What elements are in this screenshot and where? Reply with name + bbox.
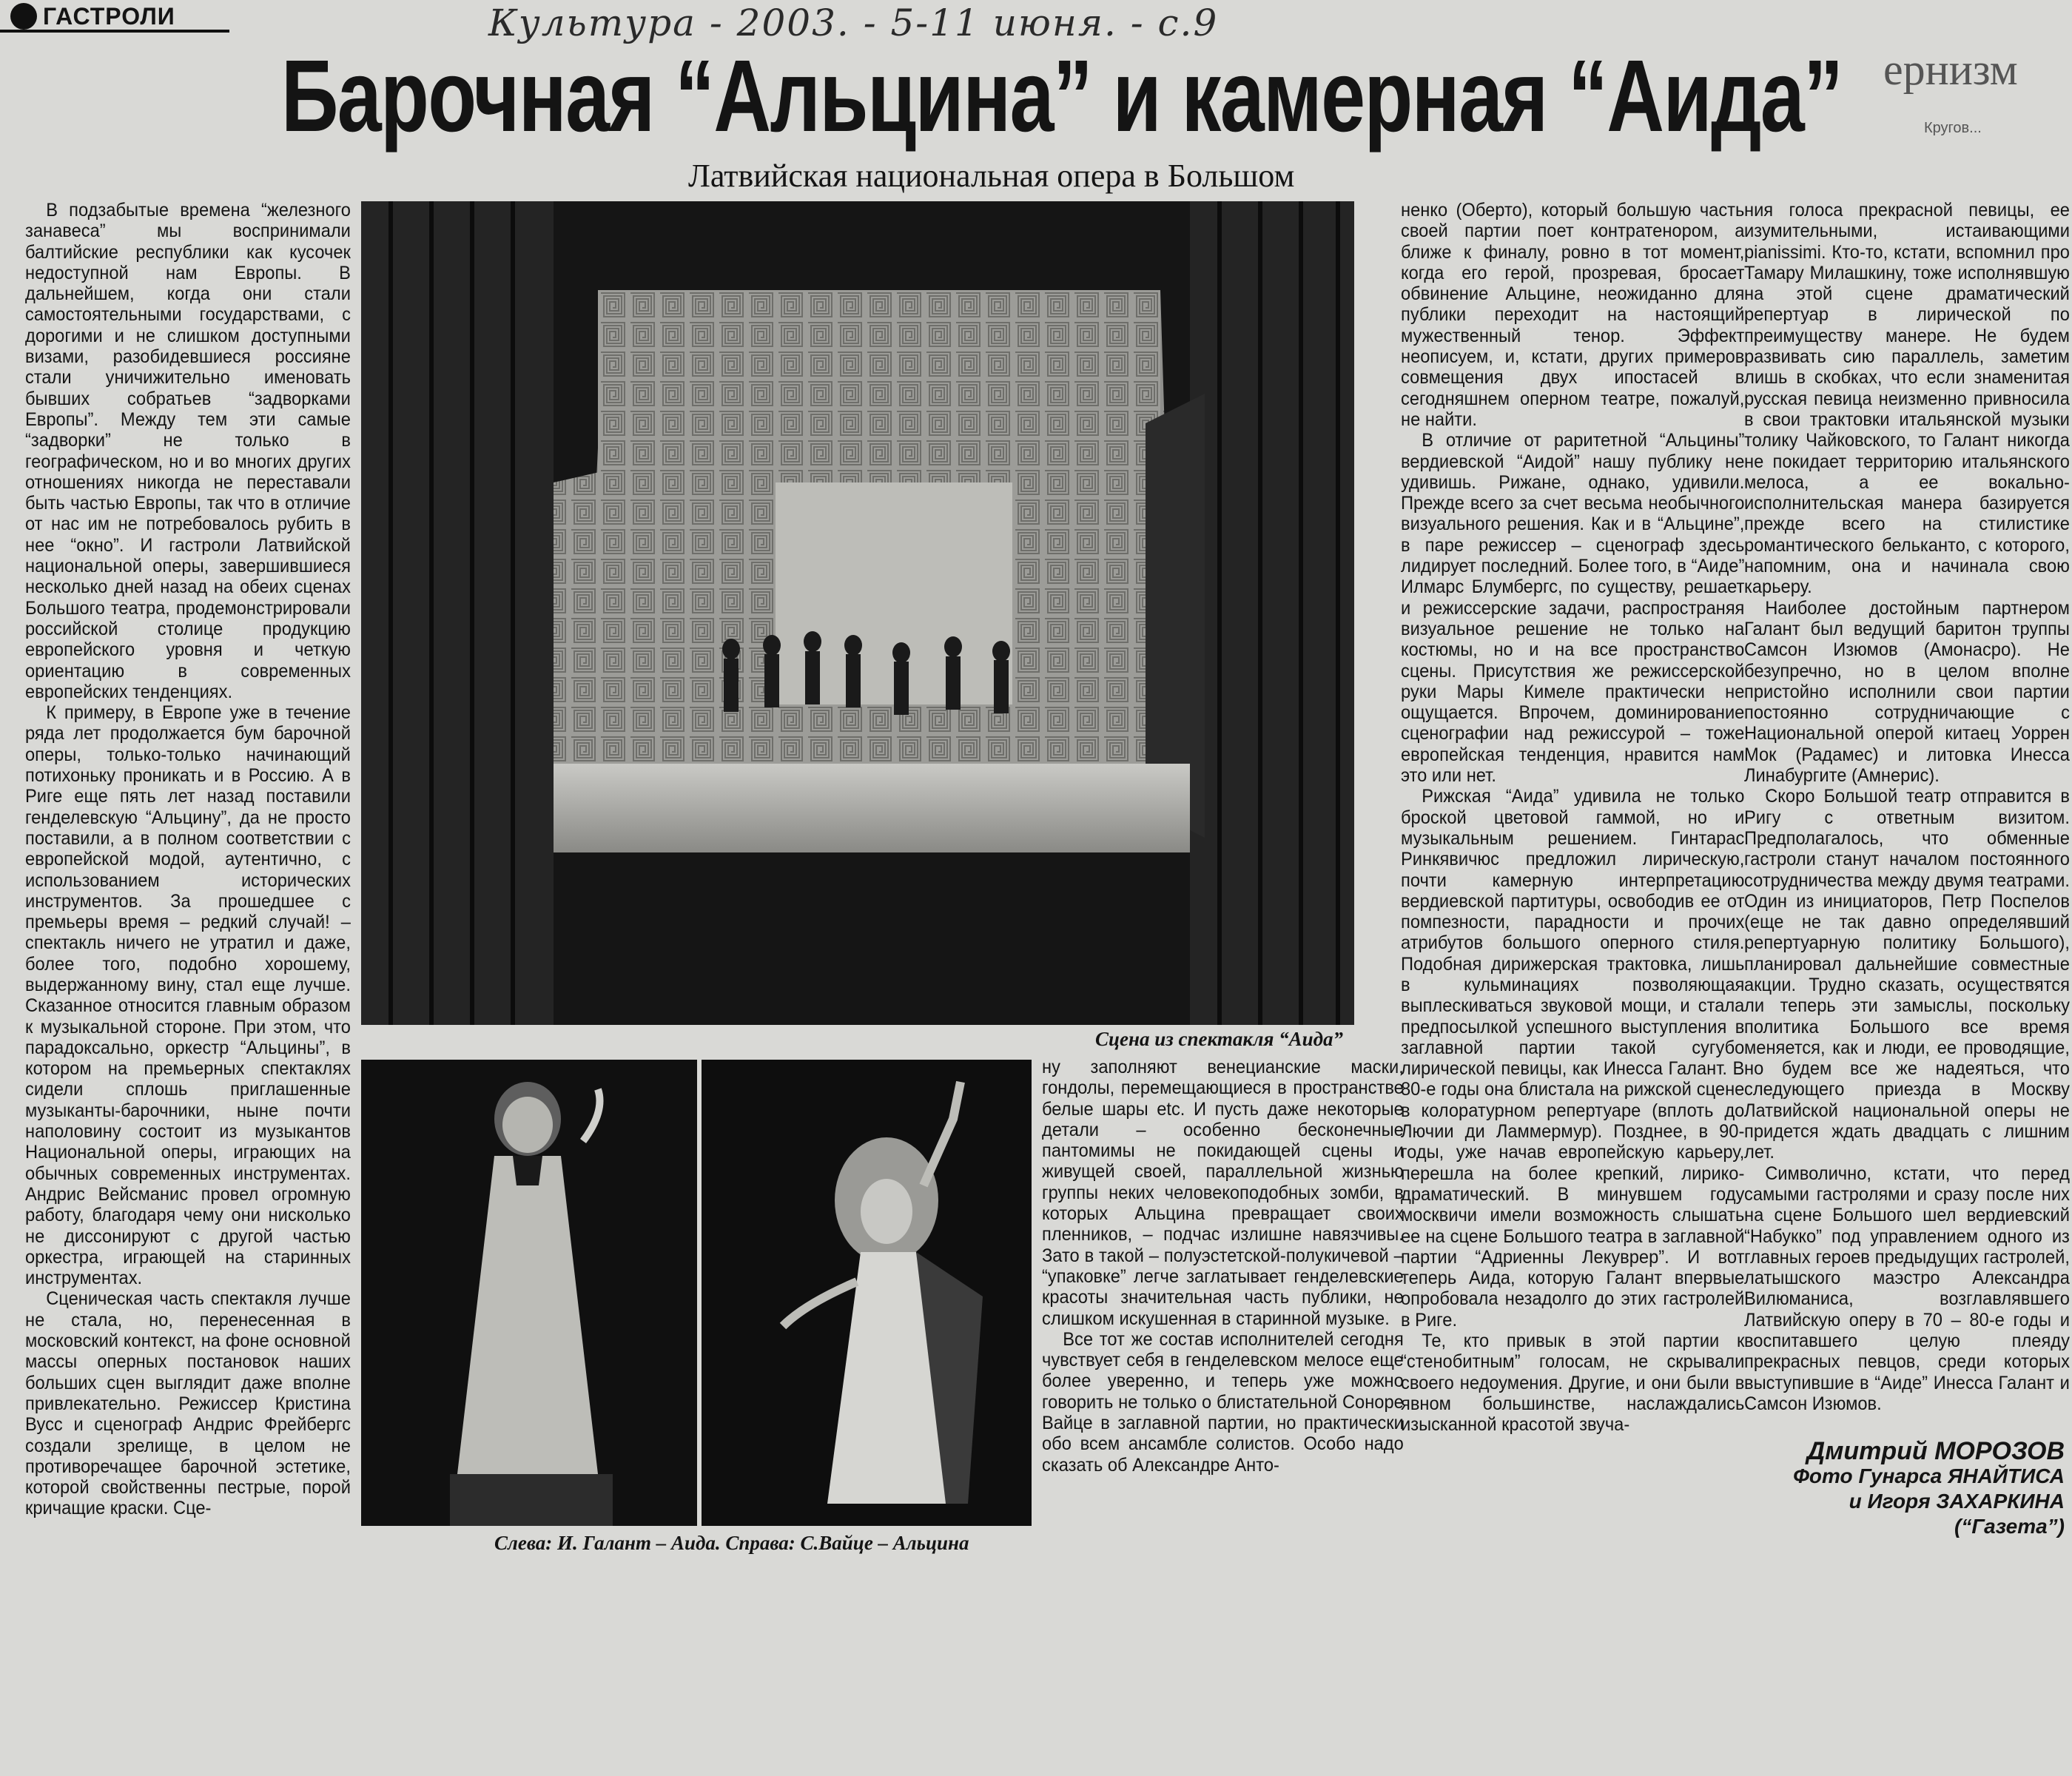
text-column-4 — [1744, 200, 2070, 1414]
stage-scene-photo — [361, 201, 1354, 1025]
singer-figure-illustration — [361, 1060, 697, 1526]
text-column-2-bottom — [1042, 1057, 1404, 1575]
author-name: Дмитрий МОРОЗОВ — [1806, 1437, 2065, 1465]
paragraph: ну заполняют венецианские маски, гондолы, перемещающиеся в пространстве белые шары etc. И пусть даже некоторые детали – особенно бесконечные пантомимы не покидающей сцены и живущей своей, параллельной жизнью группы неких человекоподобных зомби, в которых Альцина превращает своих пленников, – подчас излишне навязчивы. Зато в такой – полуэстетской-полукичевой – “упаковке” легче заглатывает генделевские красоты значительная часть публики, не слишком искушенная в старинной музыке. — [1042, 1057, 1404, 1329]
paragraph: ненко (Оберто), который большую часть своей партии поет контратенором, а ближе к финалу, ровно в тот момент, когда его герой, прозревая, бросает обвинение Альцине, неожиданно для публики переходит на настоящий мужественный тенор. Эффект неописуем, и, кстати, других примеров совмещения двух ипостасей в сегодняшнем оперном театре, пожалуй, не найти. — [1401, 200, 1745, 430]
paragraph: В подзабытые времена “железного занавеса” мы воспринимали балтийские республики как кусочек недоступной нам Европы. В дальнейшем, когда они стали самостоятельными государствами, с дорогими и не слишком доступными визами, разобидевшиеся россияне стали уничижительно именовать бывших собратьев “задворками Европы”. Между тем эти самые “задворки” не только в географическом, но и во многих других отношениях никогда не переставали быть частью Европы, так что в отличие от нас им не потребовалось рубить в нее “окно”. И гастроли Латвийской национальной оперы, завершившиеся несколько дней назад на обеих сценах Большого театра, продемонстрировали российской столице продукцию европейского уровня и четкую ориентацию в современных европейских тенденциях. — [25, 200, 351, 702]
paragraph: Рижская “Аида” удивила не только броской цветовой гаммой, но и музыкальным решением. Гинтарас Ринкявичюс предложил лирическую, почти камерную интерпретацию вердиевской партитуры, освободив ее от помпезности, парадности и прочих атрибутов большого оперного стиля. Подобная дирижерская трактовка, лишь в кульминациях позволяющая выплескиваться звуковой мощи, и стала предпосылкой успешного выступления в заглавной партии такой сугубо лирической певицы, как Инесса Галант. В 80-е годы она блистала на рижской сцене в колоратурном репертуаре (вплоть до Лючии ди Ламмермур). Позднее, в 90-годы, уже начав европейскую карьеру, перешла на более крепкий, лирико-драматический. В минувшем году москвичи имели возможность слышать ее на сцене Большого театра в заглавной партии “Адриенны Лекуврер”. И вот теперь Аида, которую Галант впервые опробовала незадолго до этих гастролей в Риге. — [1401, 786, 1745, 1331]
rubric — [10, 1, 175, 31]
paragraph: Все тот же состав исполнителей сегодня чувствует себя в генделевском мелосе еще более уверенно, и теперь уже можно говорить не только о блистательной Соноре Вайце в заглавной партии, но практически обо всем ансамбле солистов. Особо надо сказать об Александре Анто- — [1042, 1328, 1404, 1476]
vaice-alcina-photo — [702, 1060, 1032, 1526]
photo-caption-main: Сцена из спектакля “Аида” — [1095, 1028, 1344, 1050]
paragraph: В отличие от раритетной “Альцины” вердиевской “Аидой” нашу публику не удивишь. Рижане, однако, удивили. Прежде всего за счет весьма необычного визуального решения. Как и в “Альцине”, в паре режиссер – сценограф здесь лидирует последний. Более того, в “Аиде” Илмарс Блумбергс, по существу, решает и режиссерские задачи, распространяя визуальное решение не только на костюмы, но и на все пространство сцены. Присутствия же режиссерской руки Мары Кимеле практически не ощущается. Впрочем, доминирование сценографии над режиссурой – тоже европейская тенденция, нравится нам это или нет. — [1401, 430, 1745, 787]
handwritten-note: Культура - 2003. - 5-11 июня. - с.9 — [488, 1, 1219, 44]
paragraph: Скоро Большой театр отправится в Ригу с ответным визитом. Предполагалось, что обменные гастроли станут началом постоянного сотрудничества между двумя театрами. Один из инициаторов, Петр Поспелов (еще не так давно определявший репертуарную политику Большого), планировал дальнейшие совместные акции. Трудно сказать, осуществятся ли теперь эти замыслы, поскольку политика Большого все время меняется, как и люди, ее проводящие, но будем все же надеяться, что следующего приезда в Москву Латвийской национальной оперы не придется ждать двадцать с лишним лет. — [1744, 786, 2070, 1163]
rubric-underline — [0, 30, 229, 33]
paragraph: Сценическая часть спектакля лучше не стала, но, перенесенная в московский контекст, на фоне основной массы оперных постановок наших больших сцен выглядит даже вполне привлекательно. Режиссер Кристина Вусс и сценограф Андрис Фрейбергс создали зрелище, в целом не противоречащее барочной эстетике, которой свойственны пестрые, порой кричащие краски. Сце- — [25, 1288, 351, 1519]
article-subtitle: Латвийская национальная опера в Большом — [688, 158, 1295, 194]
byline — [1717, 1439, 2065, 1539]
paragraph: Наиболее достойным партнером Галант был ведущий баритон труппы Самсон Изюмов (Амонасро). Не безупречно, но в целом вполне пристойно исполнили свои партии постоянно сотрудничающие с Национальной оперой китаец Уоррен Мок (Радамес) и литовка Инесса Линабургите (Амнерис). — [1744, 597, 2070, 787]
text-column-1 — [25, 200, 351, 1576]
photo-caption-bottom: Слева: И. Галант – Аида. Справа: С.Вайце – Альцина — [494, 1532, 969, 1554]
photo-credit-line-2: и Игоря ЗАХАРКИНА — [1849, 1490, 2065, 1513]
paragraph: Те, кто привык в этой партии к “стенобитным” голосам, не скрывали своего недоумения. Другие, и они были в явном большинстве, наслаждались изысканной красотой звуча- — [1401, 1331, 1745, 1436]
singer-figure-illustration-2 — [702, 1060, 1032, 1526]
article-title: Барочная “Альцина” и камерная “Аида” — [281, 39, 1843, 153]
photo-credit-line-1: Фото Гунарса ЯНАЙТИСА — [1793, 1464, 2065, 1487]
paragraph: ния голоса прекрасной певицы, ее изумительными, истаивающими pianissimi. Кто-то, кстати, вспомнил про Тамару Милашкину, тоже исполнявшую на этой сцене драматический репертуар в лирической по преимуществу манере. Не будем развивать сию параллель, заметим лишь в скобках, что если знаменитая русская певица неизменно привносила в свои трактовки итальянской музыки толику Чайковского, то Галант никогда не покидает территорию итальянского мелоса, а ее вокально-исполнительская манера базируется прежде всего на стилистике романтического бельканто, с которого, напомним, она и начинала свою карьеру. — [1744, 200, 2070, 598]
paragraph: Символично, кстати, что перед самыми гастролями и сразу после них на сцене Большого шел вердиевский “Набукко” под управлением одного из главных героев предыдущих гастролей, латышского маэстро Александра Вилюманиса, возглавлявшего Латвийскую оперу в 70 – 80-е годы и воспитавшего целую плеяду прекрасных певцов, среди которых выступившие в “Аиде” Инесса Галант и Самсон Изюмов. — [1744, 1163, 2070, 1414]
galant-aida-photo — [361, 1060, 697, 1526]
text-column-3 — [1401, 200, 1744, 1776]
bleed-through-headline: ернизм — [1883, 45, 2018, 94]
source-credit: (“Газета”) — [1954, 1515, 2065, 1538]
bleed-through-text: Кругов... — [1924, 120, 1982, 136]
rubric-label: ГАСТРОЛИ — [43, 2, 175, 30]
paragraph: К примеру, в Европе уже в течение ряда лет продолжается бум барочной оперы, только-только начинающий потихоньку проникать и в Россию. А в Риге еще пять лет назад поставили генделевскую “Альцину”, да не просто поставили, а в полном соответствии с европейской модой, аутентично, с использованием исторических инструментов. За прошедшее с премьеры время – редкий случай! – спектакль ничего не утратил и даже, более того, подобно хорошему, выдержанному вину, стал еще лучше. Сказанное относится главным образом к музыкальной стороне. При этом, что парадоксально, оркестр “Альцины”, в котором на премьерных спектаклях сидели сплошь приглашенные музыканты-барочники, ныне почти наполовину состоит из музыкантов Национальной оперы, играющих на обычных современных инструментах. Андрис Вейсманис провел огромную работу, благодаря чему они нисколько не диссонируют с другой частью оркестра, играющей на старинных инструментах. — [25, 702, 351, 1289]
rubric-bullet-icon — [10, 3, 37, 30]
stage-scene-illustration — [361, 201, 1354, 1025]
